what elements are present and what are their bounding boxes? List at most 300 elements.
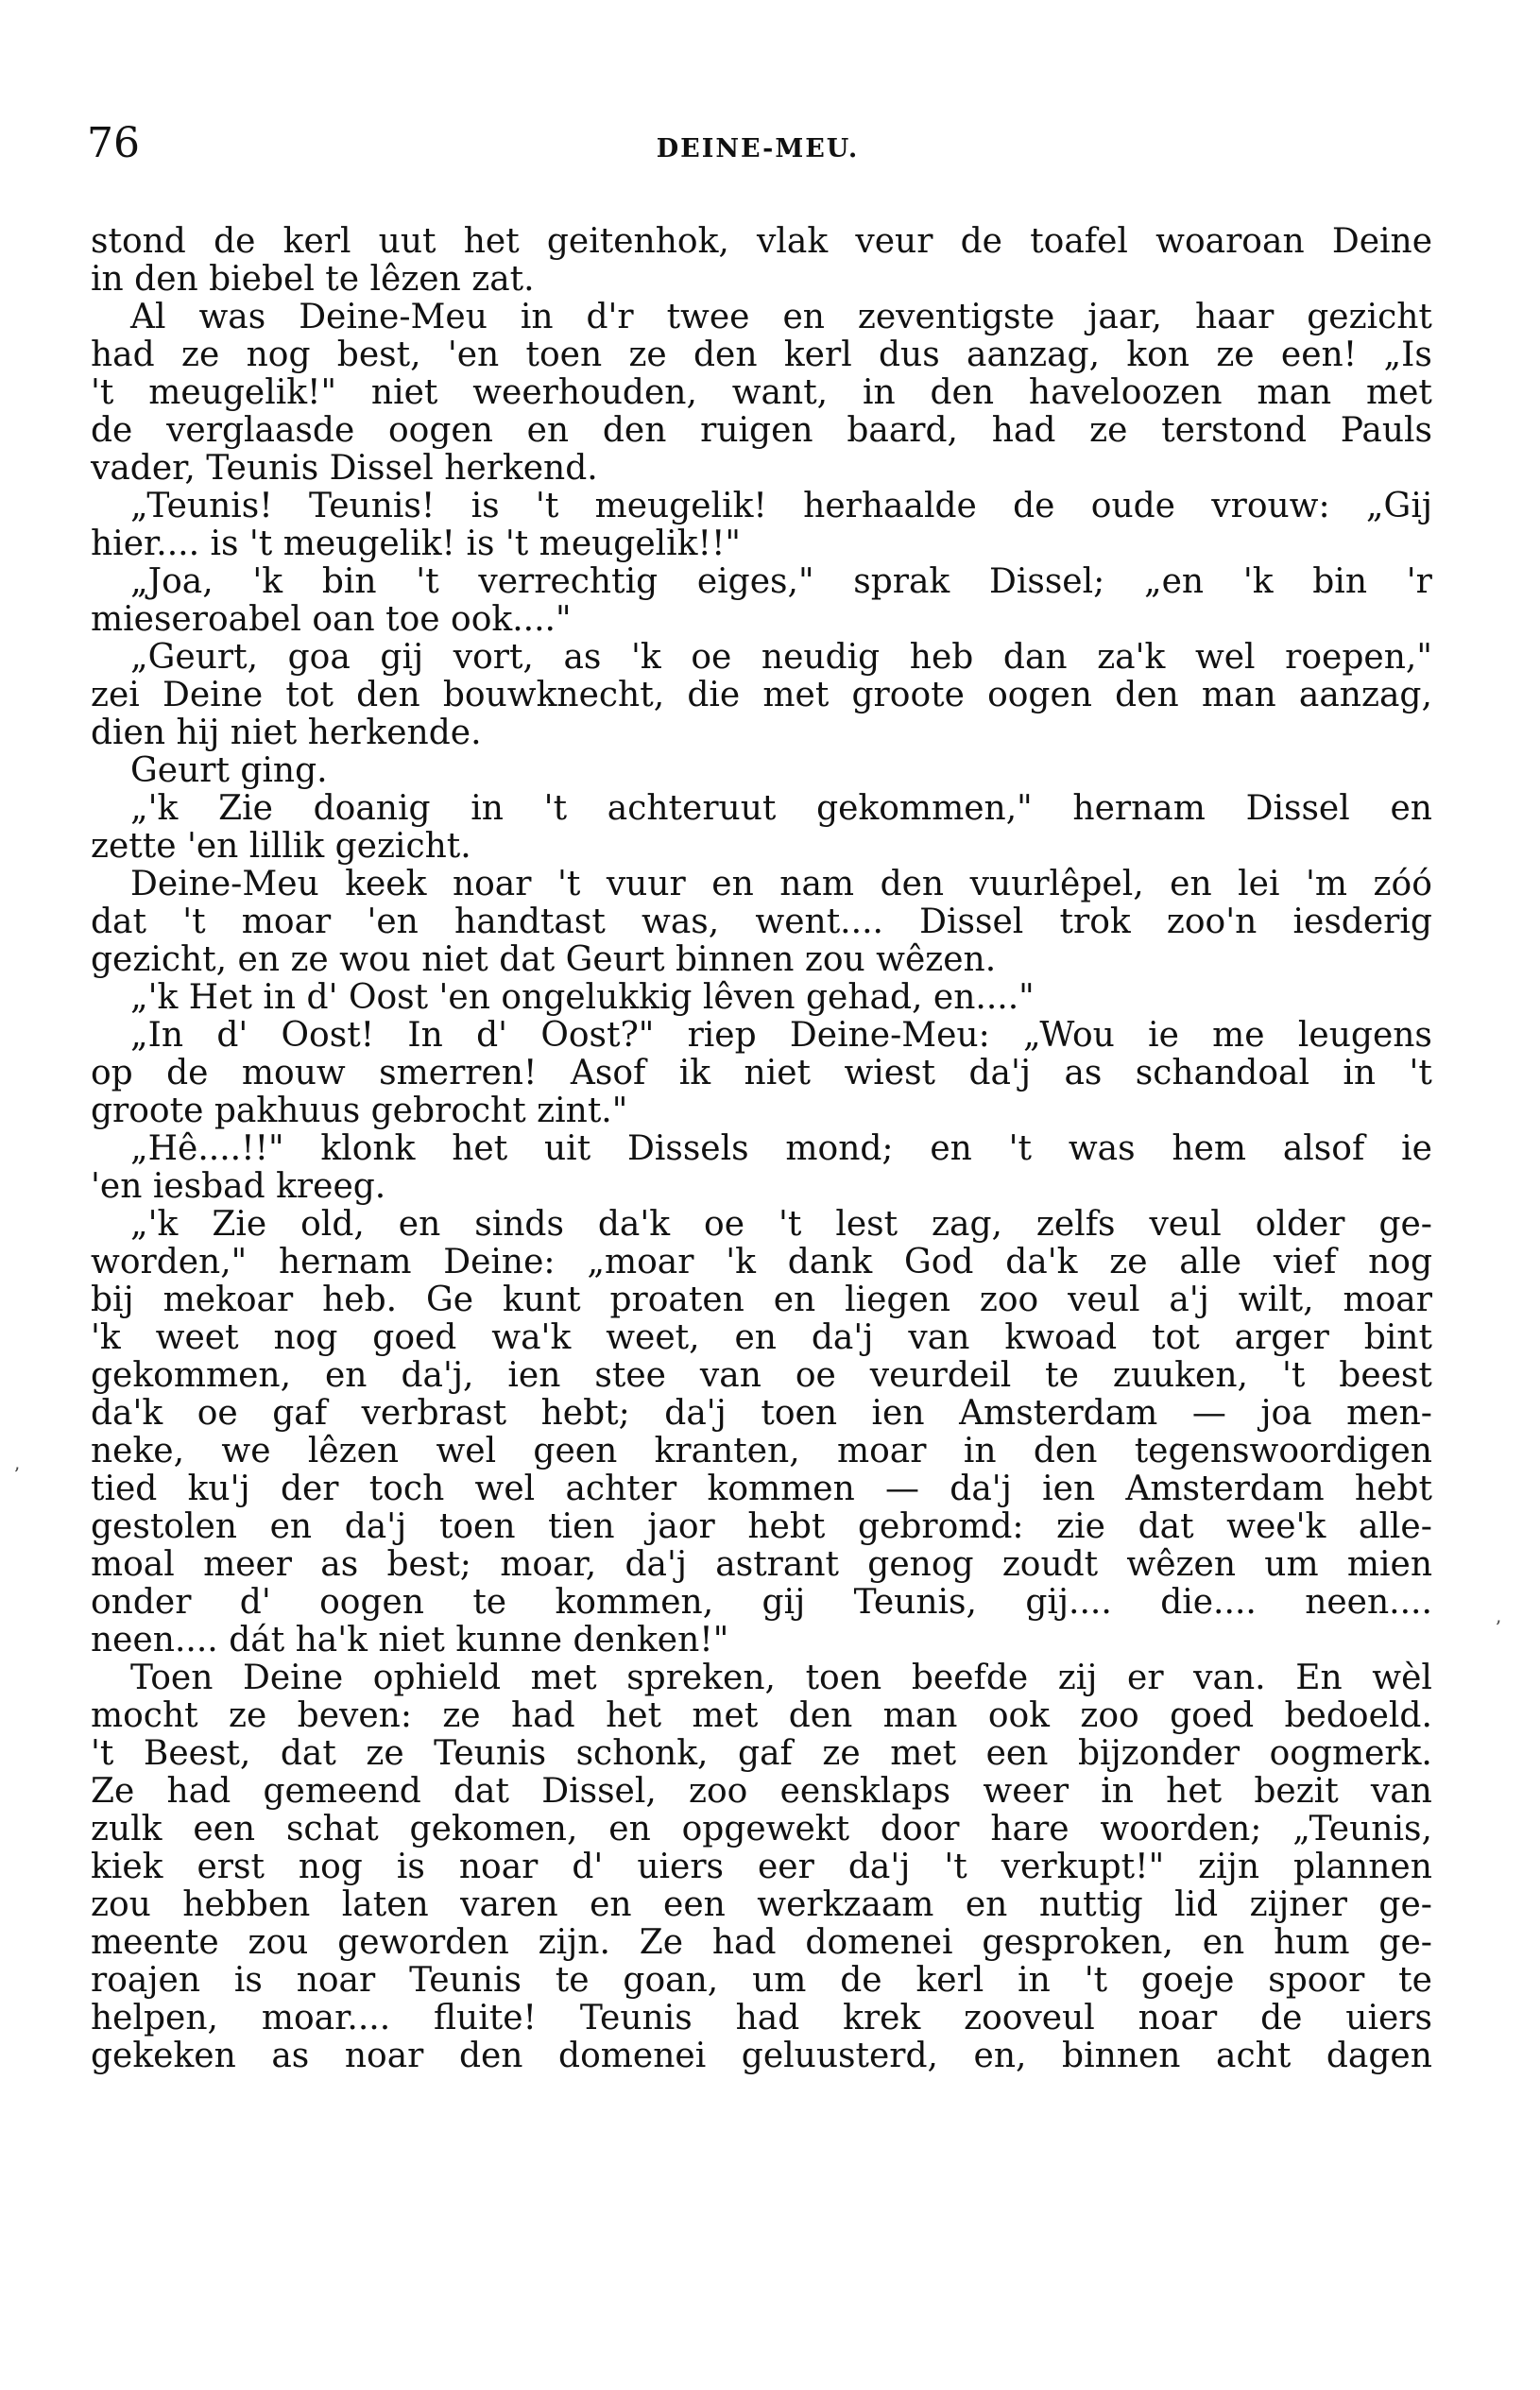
word: lei (1238, 865, 1280, 903)
text-line: gezicht, en ze wou niet dat Geurt binnen zou wêzen. (91, 940, 997, 979)
word: aanzag, (967, 335, 1101, 374)
word: „Teunis, (1292, 1810, 1432, 1848)
word: ie (1148, 1016, 1179, 1055)
word: dat (280, 1734, 336, 1773)
word: iesderig (1292, 903, 1432, 941)
text-line (91, 1244, 1432, 1281)
word: worden," (91, 1243, 248, 1281)
word: „Teunis! (130, 487, 273, 525)
word: in (520, 298, 554, 336)
word: gekeken (91, 2037, 236, 2075)
word: vrouw: (1211, 487, 1330, 525)
word: bouwknecht, (442, 676, 665, 714)
word: met (1365, 373, 1432, 412)
word: gekommen," (816, 789, 1033, 828)
word: 't (1281, 1356, 1306, 1395)
text-line (91, 374, 1432, 412)
word: tien (548, 1507, 615, 1546)
word: handtast (454, 903, 606, 941)
text-line: dien hij niet herkende. (91, 714, 482, 752)
word: spoor (1268, 1961, 1365, 2000)
word: roepen," (1285, 638, 1432, 677)
word: het (1166, 1772, 1223, 1811)
word: achter (565, 1470, 677, 1508)
word: gebromd: (857, 1507, 1024, 1546)
word: vort, (453, 638, 534, 677)
word: te (1045, 1356, 1079, 1395)
word: acht (1216, 2037, 1292, 2075)
word: 'k (1242, 562, 1274, 601)
word: ze (229, 1696, 267, 1735)
word: had (711, 1923, 777, 1962)
word: veul (1149, 1205, 1222, 1244)
word: a'j (1169, 1281, 1209, 1319)
word: en (1202, 1923, 1245, 1962)
word: Amsterdam (959, 1394, 1158, 1433)
word: weet, (606, 1318, 700, 1357)
word: genog (867, 1545, 974, 1584)
word: stond (91, 222, 186, 261)
word: mien (1346, 1545, 1432, 1584)
word: was (1068, 1129, 1136, 1168)
word: 't (1409, 1054, 1432, 1092)
word: meente (91, 1923, 219, 1962)
word: da'k (597, 1205, 671, 1244)
word: had (735, 1999, 800, 2038)
word: het (606, 1696, 662, 1735)
word: ze (822, 1734, 861, 1773)
word: toen (525, 335, 603, 374)
word: ze (628, 335, 667, 374)
word: Zie (212, 1205, 267, 1244)
word: dus (879, 335, 940, 374)
word: zooveul (964, 1999, 1095, 2038)
word: hem (1172, 1129, 1247, 1168)
text-line (91, 223, 1432, 261)
word: met (530, 1659, 597, 1697)
word: best; (386, 1545, 471, 1584)
word: is (396, 1848, 425, 1886)
word: kerl (915, 1961, 984, 2000)
text-line (91, 866, 1432, 903)
word: 'en (367, 903, 419, 941)
text-line (91, 299, 1432, 336)
word: de (91, 411, 133, 450)
word: Oost?" (540, 1016, 655, 1055)
word: gekommen, (91, 1356, 292, 1395)
word: weet (155, 1318, 239, 1357)
text-line (91, 412, 1432, 450)
word: Pauls (1340, 411, 1432, 450)
word: „'k (130, 789, 179, 828)
word: d' (216, 1016, 248, 1055)
word: den (1115, 676, 1179, 714)
word: dan (1002, 638, 1068, 677)
text-line (91, 903, 1432, 941)
word: da'j (664, 1394, 727, 1433)
word: wa'k (491, 1318, 572, 1357)
word: smerren! (379, 1054, 538, 1092)
word: het (463, 222, 520, 261)
word: ophield (372, 1659, 502, 1697)
word: Deine (162, 676, 264, 714)
text-line: neen.... dát ha'k niet kunne denken!" (91, 1621, 729, 1659)
word: best, (336, 335, 421, 374)
word: met (762, 676, 830, 714)
word: noar (1138, 1999, 1218, 2038)
word: Teunis, (853, 1583, 977, 1622)
word: gestolen (91, 1507, 237, 1546)
word: neudig (761, 638, 881, 677)
word: moar.... (261, 1999, 391, 2038)
word: beest (1339, 1356, 1432, 1395)
word: astrant (715, 1545, 840, 1584)
word: older (1255, 1205, 1345, 1244)
word: plannen (1293, 1848, 1432, 1886)
word: domenei (558, 2037, 707, 2075)
word: „'k (130, 1205, 179, 1244)
word: binnen (1062, 2037, 1181, 2075)
word: meugelik! (594, 487, 767, 525)
word: da'j (847, 1848, 911, 1886)
word: Deine (1331, 222, 1432, 261)
word: „Joa, (130, 562, 214, 601)
word: wèl (1372, 1659, 1432, 1697)
page-header (87, 115, 1429, 172)
word: hebt (1354, 1470, 1432, 1508)
word: goeje (1140, 1961, 1235, 2000)
word: oogen (987, 676, 1092, 714)
text-line: Geurt ging. (130, 751, 328, 790)
word: Ze (639, 1923, 684, 1962)
word: „Hê....!!" (130, 1129, 284, 1168)
word: achteruut (607, 789, 777, 828)
word: trok (1059, 903, 1131, 941)
word: is (471, 487, 500, 525)
word: da'j (950, 1470, 1012, 1508)
text-line (91, 1055, 1432, 1092)
text-line: vader, Teunis Dissel herkend. (91, 449, 598, 488)
word: zoo (1080, 1696, 1139, 1735)
word: lêzen (307, 1432, 400, 1470)
word: dat (453, 1772, 509, 1811)
running-title: DEINE-MEU. (656, 134, 860, 163)
word: van (1370, 1772, 1432, 1811)
word: moar (241, 903, 332, 941)
word: kommen (707, 1470, 855, 1508)
word: verrechtig (478, 562, 659, 601)
word: hebben (182, 1885, 311, 1924)
word: 't (182, 903, 206, 941)
text-line: „'k Het in d' Oost 'en ongelukkig lêven gehad, en...." (130, 978, 1035, 1017)
word: had (511, 1696, 575, 1735)
margin-mark-left: ʼ (13, 1463, 20, 1486)
word: arger (1234, 1318, 1329, 1357)
text-line (91, 1886, 1432, 1924)
word: goed (372, 1318, 457, 1357)
word: weer (983, 1772, 1069, 1811)
text-line (91, 1433, 1432, 1470)
word: die.... (1160, 1583, 1257, 1622)
word: gij (761, 1583, 806, 1622)
word: veul (1068, 1281, 1140, 1319)
word: neen.... (1305, 1583, 1432, 1622)
word: hebt (747, 1507, 826, 1546)
word: gezicht (1307, 298, 1432, 336)
word: „en (1143, 562, 1205, 601)
word: te (555, 1961, 590, 2000)
word: um (752, 1961, 807, 2000)
word: niet (370, 373, 438, 412)
word: kwoad (1004, 1318, 1118, 1357)
word: den (1033, 1432, 1098, 1470)
word: kranten, (654, 1432, 800, 1470)
word: oe (691, 638, 732, 677)
word: Dissel, (541, 1772, 657, 1811)
word: zou (248, 1923, 309, 1962)
word: oogen (319, 1583, 424, 1622)
word: hebt; (540, 1394, 630, 1433)
text-line (91, 1470, 1432, 1508)
word: veur (855, 222, 933, 261)
word: mouw (241, 1054, 346, 1092)
word: Deine-Meu: (789, 1016, 990, 1055)
word: van. (1193, 1659, 1266, 1697)
text-line: groote pakhuus gebrocht zint." (91, 1092, 628, 1130)
word: 't (556, 865, 581, 903)
word: schat (285, 1810, 379, 1848)
text-line (91, 1395, 1432, 1433)
word: bin (1312, 562, 1368, 601)
word: gaf (272, 1394, 328, 1433)
word: ze (1109, 1243, 1148, 1281)
word: alle- (1358, 1507, 1432, 1546)
word: ze (181, 335, 220, 374)
word: Deine (243, 1659, 344, 1697)
word: en (782, 298, 825, 336)
word: Dissel; (988, 562, 1105, 601)
word: hernam (279, 1243, 412, 1281)
word: eensklaps (779, 1772, 951, 1811)
body-text (91, 223, 1432, 2075)
word: ku'j (187, 1470, 250, 1508)
word: nog (298, 1848, 363, 1886)
word: verkupt!" (1001, 1848, 1165, 1886)
word: kunt (502, 1281, 581, 1319)
word: uiers (1345, 1999, 1432, 2038)
word: old, (300, 1205, 365, 1244)
word: Deine-Meu (130, 865, 319, 903)
text-line: hier.... is 't meugelik! is 't meugelik!!" (91, 524, 741, 563)
word: toen (761, 1394, 838, 1433)
word: „Gij (1365, 487, 1432, 525)
word: en (930, 1129, 972, 1168)
word: en (773, 1281, 816, 1319)
word: 'k (726, 1243, 756, 1281)
word: ien (1042, 1470, 1096, 1508)
word: noar (344, 2037, 424, 2075)
word: schonk, (575, 1734, 709, 1773)
word: met (692, 1696, 759, 1735)
word: groote (851, 676, 965, 714)
margin-mark-right: ʼ (1495, 1616, 1501, 1639)
word: den (930, 373, 995, 412)
word: da'j, (401, 1356, 474, 1395)
word: klonk (320, 1129, 416, 1168)
word: moar (837, 1432, 927, 1470)
word: da'j (625, 1545, 688, 1584)
text-line: mieseroabel oan toe ook...." (91, 600, 572, 639)
word: meugelik!" (148, 373, 337, 412)
word: 't (778, 1205, 802, 1244)
word: tegenswoordigen (1134, 1432, 1432, 1470)
word: den (356, 676, 420, 714)
word: we (221, 1432, 271, 1470)
word: bedoeld. (1284, 1696, 1432, 1735)
word: geen (533, 1432, 618, 1470)
word: zóó (1373, 865, 1432, 903)
word: wel (436, 1432, 497, 1470)
word: noar (458, 1848, 539, 1886)
word: en (269, 1507, 313, 1546)
word: jaor (647, 1507, 715, 1546)
word: vuurlêpel, (969, 865, 1144, 903)
text-line (91, 1017, 1432, 1055)
word: zijn. (538, 1923, 610, 1962)
word: en (711, 865, 754, 903)
word: ruigen (700, 411, 813, 450)
word: as (563, 638, 602, 677)
word: proaten (609, 1281, 744, 1319)
text-line (91, 488, 1432, 525)
word: ook (987, 1696, 1050, 1735)
word: hernam (1072, 789, 1206, 828)
text-line (91, 1811, 1432, 1848)
word: Teunis (579, 1999, 693, 2038)
word: en (965, 1885, 1008, 1924)
word: toen (805, 1659, 882, 1697)
text-line (91, 1546, 1432, 1584)
word: „In (130, 1016, 184, 1055)
word: moal (91, 1545, 175, 1584)
word: um (1264, 1545, 1319, 1584)
word: kon (1126, 335, 1190, 374)
word: zijner (1249, 1885, 1347, 1924)
word: za'k (1097, 638, 1166, 677)
word: en (590, 1885, 632, 1924)
word: ze (366, 1734, 404, 1773)
word: Asof (570, 1054, 646, 1092)
word: beefde (911, 1659, 1029, 1697)
word: terstond (1161, 411, 1308, 450)
text-line: 'en iesbad kreeg. (91, 1167, 386, 1206)
word: sprak (853, 562, 950, 601)
word: in (862, 373, 896, 412)
word: Teunis (434, 1734, 547, 1773)
word: van (908, 1318, 970, 1357)
word: neke, (91, 1432, 185, 1470)
word: nam (779, 865, 855, 903)
word: hum (1274, 1923, 1350, 1962)
word: nog (1368, 1243, 1432, 1281)
word: as (320, 1545, 359, 1584)
word: man (1257, 373, 1332, 412)
word: lid (1174, 1885, 1219, 1924)
word: Dissels (626, 1129, 749, 1168)
word: toafel (1030, 222, 1128, 261)
word: da'j (968, 1054, 1032, 1092)
word: moar (1343, 1281, 1432, 1319)
word: oe (795, 1356, 836, 1395)
word: werkzaam (757, 1885, 934, 1924)
word: haveloozen (1028, 373, 1223, 412)
word: en (325, 1356, 368, 1395)
text-line (91, 1697, 1432, 1735)
word: da'j (811, 1318, 874, 1357)
word: varen (460, 1885, 558, 1924)
word: 'en (447, 335, 500, 374)
word: was (198, 298, 266, 336)
word: as (1064, 1054, 1103, 1092)
text-line (91, 1924, 1432, 1962)
word: wilt, (1238, 1281, 1314, 1319)
word: dank (787, 1243, 873, 1281)
word: stee (594, 1356, 666, 1395)
word: beven: (297, 1696, 412, 1735)
word: Beest, (143, 1734, 251, 1773)
word: van (699, 1356, 761, 1395)
word: Dissel (1245, 789, 1350, 828)
word: 'r (1406, 562, 1432, 601)
word: zei (91, 676, 140, 714)
word: man (882, 1696, 958, 1735)
text-line (91, 1319, 1432, 1357)
word: te (1398, 1961, 1432, 2000)
word: d' (572, 1848, 604, 1886)
word: ze (1089, 411, 1128, 450)
word: erst (197, 1848, 265, 1886)
word: veurdeil (869, 1356, 1012, 1395)
word: is (233, 1961, 263, 2000)
word: opgewekt (681, 1810, 850, 1848)
word: 't (1008, 1129, 1033, 1168)
word: zelfs (1035, 1205, 1116, 1244)
word: me (1212, 1016, 1265, 1055)
word: fluite! (434, 1999, 537, 2038)
text-line (91, 563, 1432, 601)
word: woorden; (1100, 1810, 1262, 1848)
word: dagen (1326, 2037, 1432, 2075)
word: kerl (783, 335, 852, 374)
word: ge- (1378, 1205, 1432, 1244)
word: 't (535, 487, 559, 525)
word: 't (944, 1848, 967, 1886)
word: 'k (631, 638, 661, 677)
word: leugens (1297, 1016, 1432, 1055)
word: zoo'n (1166, 903, 1258, 941)
word: weerhouden, (472, 373, 697, 412)
word: da'k (1005, 1243, 1078, 1281)
word: toch (368, 1470, 445, 1508)
text-line (91, 1508, 1432, 1546)
word: had (991, 411, 1056, 450)
text-line: in den biebel te lêzen zat. (91, 260, 535, 299)
word: was, (642, 903, 720, 941)
word: herhaalde (803, 487, 977, 525)
word: aanzag, (1298, 676, 1432, 714)
word: 'k (91, 1318, 121, 1357)
word: in (1101, 1772, 1134, 1811)
